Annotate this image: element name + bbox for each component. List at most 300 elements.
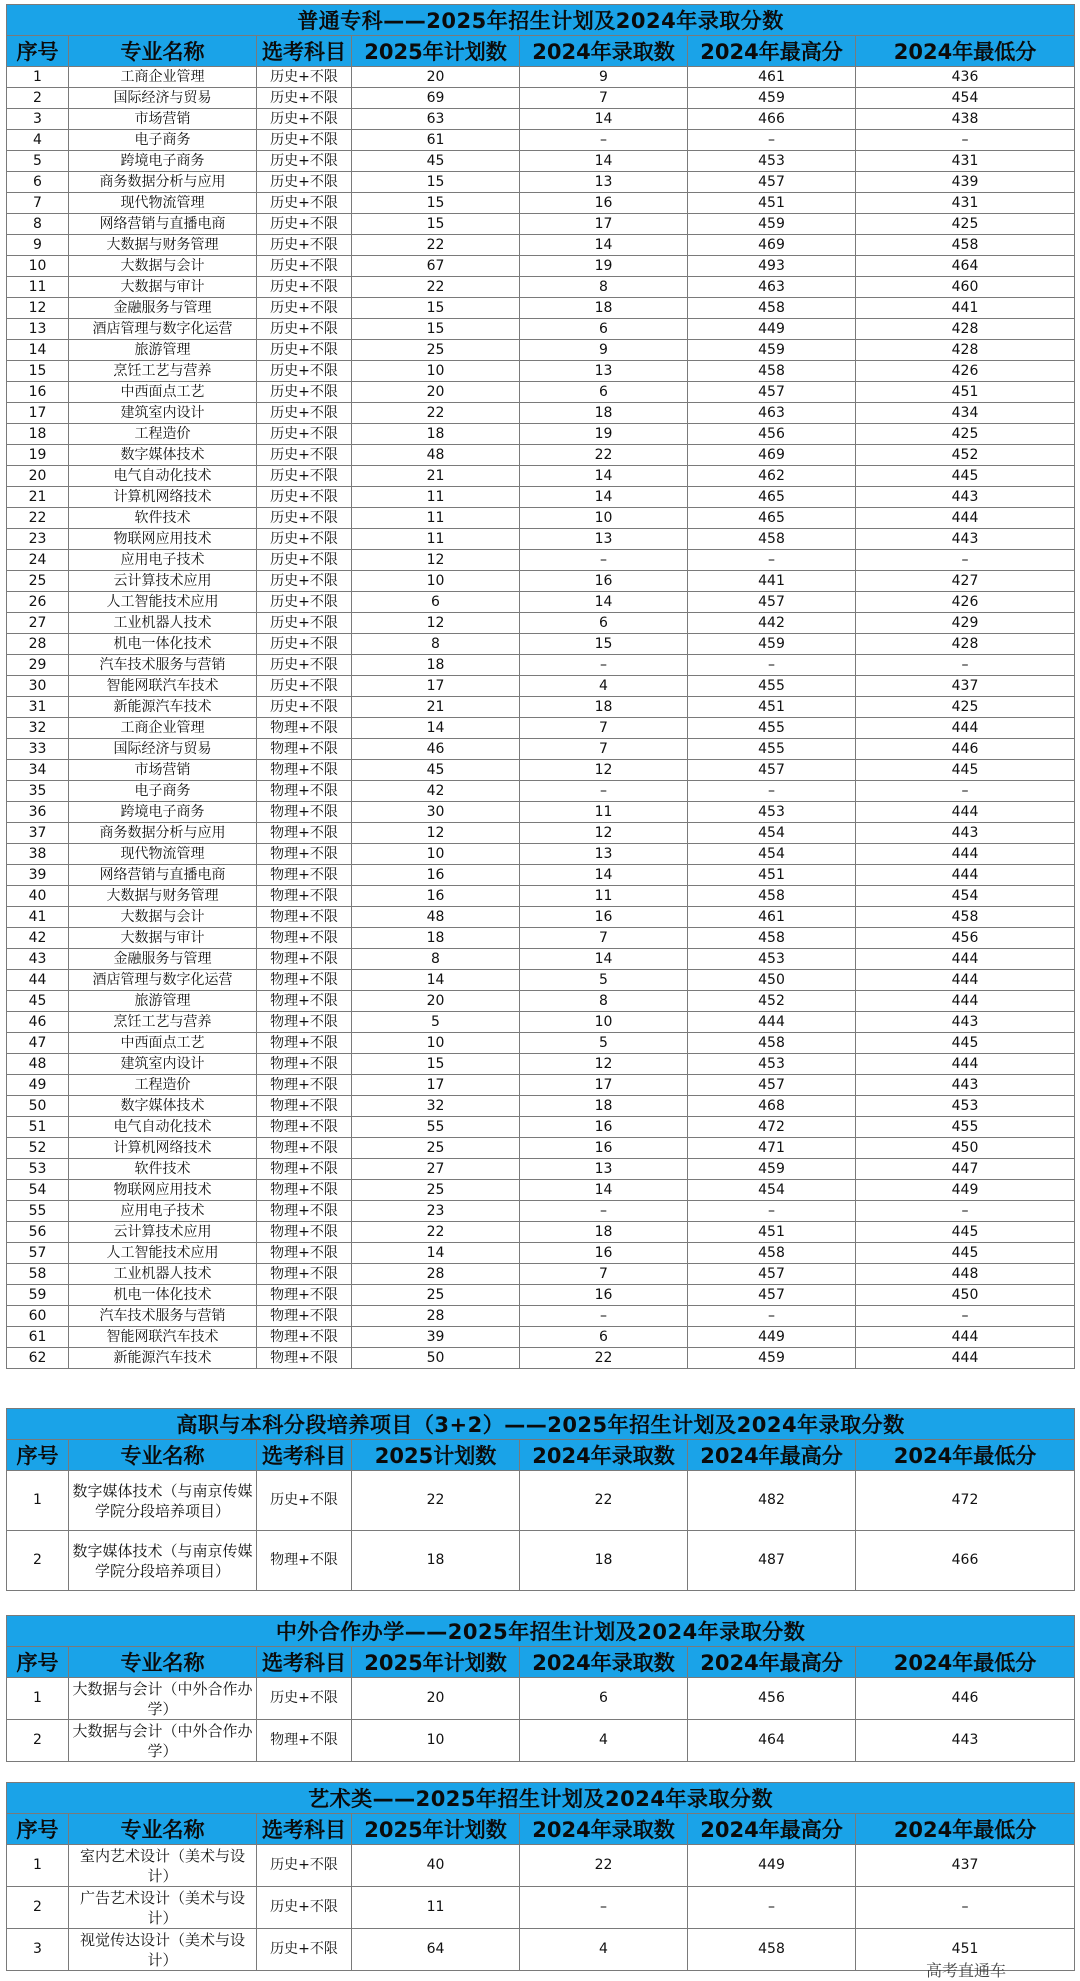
cell-admitted-2024: 17 (520, 214, 688, 235)
cell-row-index: 50 (7, 1096, 69, 1117)
cell-max-score-2024: 455 (688, 718, 856, 739)
cell-major-name: 工程造价 (69, 1075, 257, 1096)
cell-max-score-2024: – (688, 655, 856, 676)
cell-admitted-2024: 5 (520, 970, 688, 991)
table-row (7, 592, 1075, 613)
cell-subject-requirement: 物理+不限 (257, 1075, 352, 1096)
table-row (7, 1348, 1075, 1369)
cell-subject-requirement: 历史+不限 (257, 445, 352, 466)
cell-subject-requirement: 历史+不限 (257, 529, 352, 550)
cell-plan-2025: 12 (352, 613, 520, 634)
table-title-row (7, 5, 1075, 36)
cell-subject-requirement: 历史+不限 (257, 193, 352, 214)
cell-plan-2025: 15 (352, 1054, 520, 1075)
cell-plan-2025: 22 (352, 235, 520, 256)
cell-major-name: 智能网联汽车技术 (69, 1327, 257, 1348)
cell-admitted-2024: 7 (520, 718, 688, 739)
cell-subject-requirement: 历史+不限 (257, 466, 352, 487)
cell-admitted-2024: 5 (520, 1033, 688, 1054)
table-row (7, 403, 1075, 424)
cell-row-index: 57 (7, 1243, 69, 1264)
cell-row-index: 41 (7, 907, 69, 928)
cell-major-name: 汽车技术服务与营销 (69, 1306, 257, 1327)
cell-admitted-2024: 22 (520, 1845, 688, 1887)
cell-major-name: 市场营销 (69, 760, 257, 781)
cell-max-score-2024: 482 (688, 1471, 856, 1531)
cell-plan-2025: 61 (352, 130, 520, 151)
cell-row-index: 1 (7, 1845, 69, 1887)
cell-subject-requirement: 物理+不限 (257, 1117, 352, 1138)
column-header-major-name: 专业名称 (69, 1814, 257, 1845)
cell-max-score-2024: 458 (688, 1929, 856, 1971)
table-row (7, 172, 1075, 193)
cell-max-score-2024: 451 (688, 865, 856, 886)
cell-major-name: 汽车技术服务与营销 (69, 655, 257, 676)
cell-row-index: 29 (7, 655, 69, 676)
cell-row-index: 59 (7, 1285, 69, 1306)
cell-row-index: 3 (7, 1929, 69, 1971)
cell-min-score-2024: 425 (856, 697, 1075, 718)
cell-max-score-2024: 457 (688, 1075, 856, 1096)
cell-row-index: 4 (7, 130, 69, 151)
cell-subject-requirement: 历史+不限 (257, 1471, 352, 1531)
table-row (7, 466, 1075, 487)
cell-plan-2025: 48 (352, 907, 520, 928)
table-row (7, 1887, 1075, 1929)
table-row (7, 130, 1075, 151)
table-row (7, 886, 1075, 907)
cell-max-score-2024: 449 (688, 1327, 856, 1348)
cell-min-score-2024: – (856, 130, 1075, 151)
cell-admitted-2024: 16 (520, 1243, 688, 1264)
cell-subject-requirement: 物理+不限 (257, 781, 352, 802)
table-row (7, 109, 1075, 130)
cell-major-name: 电子商务 (69, 781, 257, 802)
cell-row-index: 30 (7, 676, 69, 697)
cell-plan-2025: 25 (352, 1285, 520, 1306)
cell-admitted-2024: 16 (520, 571, 688, 592)
cell-min-score-2024: 443 (856, 1075, 1075, 1096)
table-title: 高职与本科分段培养项目（3+2）——2025年招生计划及2024年录取分数 (7, 1409, 1075, 1440)
cell-max-score-2024: 464 (688, 1720, 856, 1762)
cell-admitted-2024: 18 (520, 697, 688, 718)
cell-major-name: 中西面点工艺 (69, 1033, 257, 1054)
cell-min-score-2024: 444 (856, 718, 1075, 739)
cell-subject-requirement: 物理+不限 (257, 949, 352, 970)
cell-admitted-2024: 6 (520, 1678, 688, 1720)
cell-admitted-2024: 16 (520, 907, 688, 928)
cell-plan-2025: 11 (352, 1887, 520, 1929)
cell-min-score-2024: 446 (856, 1678, 1075, 1720)
cell-plan-2025: 17 (352, 676, 520, 697)
cell-max-score-2024: 458 (688, 1243, 856, 1264)
cell-min-score-2024: 444 (856, 865, 1075, 886)
sino-foreign-table (6, 1615, 1074, 1762)
cell-plan-2025: 11 (352, 529, 520, 550)
table-row (7, 1845, 1075, 1887)
cell-row-index: 13 (7, 319, 69, 340)
cell-max-score-2024: 459 (688, 340, 856, 361)
cell-admitted-2024: 16 (520, 1285, 688, 1306)
table-row (7, 1720, 1075, 1762)
cell-subject-requirement: 物理+不限 (257, 1201, 352, 1222)
cell-max-score-2024: 459 (688, 88, 856, 109)
cell-subject-requirement: 物理+不限 (257, 1285, 352, 1306)
cell-subject-requirement: 历史+不限 (257, 235, 352, 256)
cell-major-name: 机电一体化技术 (69, 634, 257, 655)
table-title-row (7, 1409, 1075, 1440)
cell-major-name: 智能网联汽车技术 (69, 676, 257, 697)
column-header-row-index: 序号 (7, 1647, 69, 1678)
cell-max-score-2024: 449 (688, 1845, 856, 1887)
cell-subject-requirement: 物理+不限 (257, 886, 352, 907)
cell-subject-requirement: 历史+不限 (257, 109, 352, 130)
cell-min-score-2024: 444 (856, 1054, 1075, 1075)
column-header-major-name: 专业名称 (69, 1647, 257, 1678)
cell-major-name: 人工智能技术应用 (69, 1243, 257, 1264)
cell-major-name: 大数据与财务管理 (69, 886, 257, 907)
cell-admitted-2024: 8 (520, 277, 688, 298)
table-row (7, 823, 1075, 844)
cell-plan-2025: 14 (352, 970, 520, 991)
cell-admitted-2024: 10 (520, 1012, 688, 1033)
cell-admitted-2024: 16 (520, 1138, 688, 1159)
cell-subject-requirement: 物理+不限 (257, 1348, 352, 1369)
cell-major-name: 商务数据分析与应用 (69, 172, 257, 193)
cell-max-score-2024: 453 (688, 802, 856, 823)
cell-major-name: 工程造价 (69, 424, 257, 445)
column-header-subject-requirement: 选考科目 (257, 1440, 352, 1471)
table-row (7, 445, 1075, 466)
cell-major-name: 大数据与会计 (69, 907, 257, 928)
cell-major-name: 电气自动化技术 (69, 466, 257, 487)
cell-max-score-2024: 457 (688, 1285, 856, 1306)
cell-row-index: 54 (7, 1180, 69, 1201)
cell-plan-2025: 12 (352, 823, 520, 844)
cell-min-score-2024: 450 (856, 1285, 1075, 1306)
cell-major-name: 大数据与审计 (69, 277, 257, 298)
cell-major-name: 计算机网络技术 (69, 1138, 257, 1159)
cell-subject-requirement: 物理+不限 (257, 865, 352, 886)
column-header-row-index: 序号 (7, 36, 69, 67)
cell-min-score-2024: 444 (856, 844, 1075, 865)
cell-row-index: 7 (7, 193, 69, 214)
column-header-min-score-2024: 2024年最低分 (856, 1647, 1075, 1678)
cell-admitted-2024: 14 (520, 466, 688, 487)
cell-max-score-2024: – (688, 781, 856, 802)
cell-admitted-2024: 13 (520, 172, 688, 193)
cell-min-score-2024: 425 (856, 214, 1075, 235)
cell-major-name: 大数据与会计（中外合作办学） (69, 1678, 257, 1720)
cell-row-index: 35 (7, 781, 69, 802)
cell-row-index: 17 (7, 403, 69, 424)
cell-max-score-2024: 471 (688, 1138, 856, 1159)
cell-subject-requirement: 物理+不限 (257, 1720, 352, 1762)
cell-admitted-2024: 18 (520, 1222, 688, 1243)
table-row (7, 1138, 1075, 1159)
table-row (7, 1678, 1075, 1720)
cell-major-name: 旅游管理 (69, 340, 257, 361)
table-row (7, 1033, 1075, 1054)
cell-plan-2025: 14 (352, 718, 520, 739)
cell-admitted-2024: – (520, 130, 688, 151)
cell-min-score-2024: – (856, 1201, 1075, 1222)
cell-major-name: 烹饪工艺与营养 (69, 361, 257, 382)
cell-row-index: 33 (7, 739, 69, 760)
cell-admitted-2024: 14 (520, 487, 688, 508)
table-row (7, 1075, 1075, 1096)
cell-min-score-2024: 458 (856, 907, 1075, 928)
cell-min-score-2024: 466 (856, 1531, 1075, 1591)
cell-admitted-2024: 16 (520, 1117, 688, 1138)
table-row (7, 1180, 1075, 1201)
table-title-row (7, 1616, 1075, 1647)
cell-row-index: 18 (7, 424, 69, 445)
cell-row-index: 1 (7, 67, 69, 88)
cell-max-score-2024: 456 (688, 424, 856, 445)
column-header-min-score-2024: 2024年最低分 (856, 1814, 1075, 1845)
cell-admitted-2024: 14 (520, 592, 688, 613)
table-row (7, 760, 1075, 781)
cell-admitted-2024: 10 (520, 508, 688, 529)
cell-row-index: 3 (7, 109, 69, 130)
cell-min-score-2024: 451 (856, 1929, 1075, 1971)
cell-plan-2025: 39 (352, 1327, 520, 1348)
cell-plan-2025: 10 (352, 1720, 520, 1762)
cell-admitted-2024: 12 (520, 823, 688, 844)
column-header-plan-2025: 2025年计划数 (352, 36, 520, 67)
joint-bachelor-table (6, 1408, 1074, 1591)
cell-row-index: 24 (7, 550, 69, 571)
cell-max-score-2024: 457 (688, 760, 856, 781)
cell-subject-requirement: 物理+不限 (257, 1180, 352, 1201)
cell-admitted-2024: 4 (520, 1720, 688, 1762)
column-header-admitted-2024: 2024年录取数 (520, 36, 688, 67)
cell-subject-requirement: 物理+不限 (257, 1054, 352, 1075)
cell-max-score-2024: 457 (688, 592, 856, 613)
table-row (7, 571, 1075, 592)
cell-min-score-2024: 443 (856, 1012, 1075, 1033)
cell-admitted-2024: 7 (520, 1264, 688, 1285)
cell-admitted-2024: 9 (520, 340, 688, 361)
cell-admitted-2024: – (520, 1887, 688, 1929)
cell-subject-requirement: 物理+不限 (257, 844, 352, 865)
cell-row-index: 2 (7, 88, 69, 109)
cell-plan-2025: 22 (352, 403, 520, 424)
cell-subject-requirement: 历史+不限 (257, 613, 352, 634)
cell-max-score-2024: – (688, 130, 856, 151)
table-row (7, 802, 1075, 823)
cell-min-score-2024: 445 (856, 1033, 1075, 1054)
table-row (7, 67, 1075, 88)
cell-min-score-2024: 431 (856, 193, 1075, 214)
column-header-max-score-2024: 2024年最高分 (688, 36, 856, 67)
cell-plan-2025: 50 (352, 1348, 520, 1369)
cell-min-score-2024: 456 (856, 928, 1075, 949)
cell-subject-requirement: 历史+不限 (257, 214, 352, 235)
cell-row-index: 61 (7, 1327, 69, 1348)
table-row (7, 424, 1075, 445)
table-row (7, 1285, 1075, 1306)
cell-row-index: 28 (7, 634, 69, 655)
cell-major-name: 跨境电子商务 (69, 802, 257, 823)
table-row (7, 508, 1075, 529)
cell-subject-requirement: 历史+不限 (257, 88, 352, 109)
cell-row-index: 58 (7, 1264, 69, 1285)
cell-min-score-2024: 429 (856, 613, 1075, 634)
cell-min-score-2024: 444 (856, 1348, 1075, 1369)
cell-major-name: 新能源汽车技术 (69, 1348, 257, 1369)
cell-max-score-2024: – (688, 1201, 856, 1222)
cell-major-name: 大数据与会计（中外合作办学） (69, 1720, 257, 1762)
cell-max-score-2024: 451 (688, 193, 856, 214)
table-row (7, 928, 1075, 949)
cell-plan-2025: 22 (352, 277, 520, 298)
cell-major-name: 室内艺术设计（美术与设计） (69, 1845, 257, 1887)
cell-admitted-2024: 4 (520, 676, 688, 697)
cell-plan-2025: 10 (352, 571, 520, 592)
table-row (7, 1222, 1075, 1243)
table-title-row (7, 1783, 1075, 1814)
cell-subject-requirement: 历史+不限 (257, 151, 352, 172)
cell-row-index: 47 (7, 1033, 69, 1054)
table-row (7, 739, 1075, 760)
cell-admitted-2024: 7 (520, 739, 688, 760)
cell-subject-requirement: 历史+不限 (257, 634, 352, 655)
cell-min-score-2024: 427 (856, 571, 1075, 592)
cell-subject-requirement: 物理+不限 (257, 991, 352, 1012)
cell-row-index: 39 (7, 865, 69, 886)
cell-major-name: 应用电子技术 (69, 1201, 257, 1222)
cell-plan-2025: 8 (352, 949, 520, 970)
cell-admitted-2024: 9 (520, 67, 688, 88)
cell-max-score-2024: 450 (688, 970, 856, 991)
cell-row-index: 1 (7, 1678, 69, 1720)
cell-plan-2025: 22 (352, 1471, 520, 1531)
cell-plan-2025: 15 (352, 298, 520, 319)
cell-major-name: 物联网应用技术 (69, 1180, 257, 1201)
cell-min-score-2024: – (856, 550, 1075, 571)
cell-major-name: 计算机网络技术 (69, 487, 257, 508)
cell-plan-2025: 12 (352, 550, 520, 571)
column-header-min-score-2024: 2024年最低分 (856, 1440, 1075, 1471)
cell-plan-2025: 40 (352, 1845, 520, 1887)
cell-subject-requirement: 物理+不限 (257, 823, 352, 844)
cell-major-name: 国际经济与贸易 (69, 739, 257, 760)
cell-row-index: 10 (7, 256, 69, 277)
cell-row-index: 52 (7, 1138, 69, 1159)
cell-row-index: 20 (7, 466, 69, 487)
table-row (7, 1012, 1075, 1033)
cell-plan-2025: 20 (352, 382, 520, 403)
cell-plan-2025: 8 (352, 634, 520, 655)
cell-subject-requirement: 历史+不限 (257, 382, 352, 403)
cell-subject-requirement: 物理+不限 (257, 718, 352, 739)
cell-major-name: 视觉传达设计（美术与设计） (69, 1929, 257, 1971)
cell-major-name: 金融服务与管理 (69, 298, 257, 319)
cell-max-score-2024: 449 (688, 319, 856, 340)
cell-subject-requirement: 物理+不限 (257, 1264, 352, 1285)
cell-plan-2025: 42 (352, 781, 520, 802)
cell-plan-2025: 10 (352, 361, 520, 382)
table-row (7, 844, 1075, 865)
cell-min-score-2024: 452 (856, 445, 1075, 466)
cell-subject-requirement: 物理+不限 (257, 1012, 352, 1033)
cell-min-score-2024: 436 (856, 67, 1075, 88)
cell-max-score-2024: 455 (688, 739, 856, 760)
cell-admitted-2024: 18 (520, 403, 688, 424)
cell-admitted-2024: 13 (520, 529, 688, 550)
table-row (7, 991, 1075, 1012)
cell-subject-requirement: 物理+不限 (257, 1327, 352, 1348)
cell-row-index: 31 (7, 697, 69, 718)
cell-max-score-2024: 469 (688, 235, 856, 256)
cell-major-name: 中西面点工艺 (69, 382, 257, 403)
cell-admitted-2024: 19 (520, 256, 688, 277)
cell-plan-2025: 28 (352, 1306, 520, 1327)
cell-plan-2025: 20 (352, 67, 520, 88)
cell-min-score-2024: 431 (856, 151, 1075, 172)
cell-plan-2025: 16 (352, 865, 520, 886)
column-header-plan-2025: 2025计划数 (352, 1440, 520, 1471)
cell-row-index: 45 (7, 991, 69, 1012)
cell-subject-requirement: 历史+不限 (257, 655, 352, 676)
cell-major-name: 工业机器人技术 (69, 1264, 257, 1285)
cell-plan-2025: 18 (352, 424, 520, 445)
cell-plan-2025: 10 (352, 844, 520, 865)
cell-admitted-2024: 14 (520, 865, 688, 886)
cell-plan-2025: 30 (352, 802, 520, 823)
cell-row-index: 2 (7, 1531, 69, 1591)
cell-min-score-2024: 454 (856, 88, 1075, 109)
cell-max-score-2024: 493 (688, 256, 856, 277)
cell-admitted-2024: – (520, 781, 688, 802)
cell-max-score-2024: 451 (688, 697, 856, 718)
cell-max-score-2024: – (688, 550, 856, 571)
cell-min-score-2024: 448 (856, 1264, 1075, 1285)
cell-subject-requirement: 历史+不限 (257, 298, 352, 319)
cell-max-score-2024: 457 (688, 1264, 856, 1285)
cell-min-score-2024: 443 (856, 823, 1075, 844)
cell-admitted-2024: 4 (520, 1929, 688, 1971)
cell-max-score-2024: 456 (688, 1678, 856, 1720)
cell-plan-2025: 15 (352, 319, 520, 340)
cell-min-score-2024: 447 (856, 1159, 1075, 1180)
cell-subject-requirement: 历史+不限 (257, 256, 352, 277)
cell-min-score-2024: 443 (856, 529, 1075, 550)
cell-major-name: 跨境电子商务 (69, 151, 257, 172)
cell-row-index: 25 (7, 571, 69, 592)
cell-major-name: 烹饪工艺与营养 (69, 1012, 257, 1033)
table-row (7, 1117, 1075, 1138)
cell-row-index: 15 (7, 361, 69, 382)
cell-min-score-2024: 446 (856, 739, 1075, 760)
cell-subject-requirement: 物理+不限 (257, 760, 352, 781)
cell-admitted-2024: 13 (520, 1159, 688, 1180)
table-row (7, 361, 1075, 382)
cell-major-name: 广告艺术设计（美术与设计） (69, 1887, 257, 1929)
cell-subject-requirement: 历史+不限 (257, 508, 352, 529)
cell-min-score-2024: 428 (856, 634, 1075, 655)
cell-admitted-2024: 14 (520, 949, 688, 970)
column-header-subject-requirement: 选考科目 (257, 1647, 352, 1678)
cell-admitted-2024: 6 (520, 613, 688, 634)
cell-plan-2025: 23 (352, 1201, 520, 1222)
cell-plan-2025: 15 (352, 172, 520, 193)
cell-row-index: 6 (7, 172, 69, 193)
cell-plan-2025: 6 (352, 592, 520, 613)
cell-max-score-2024: 444 (688, 1012, 856, 1033)
